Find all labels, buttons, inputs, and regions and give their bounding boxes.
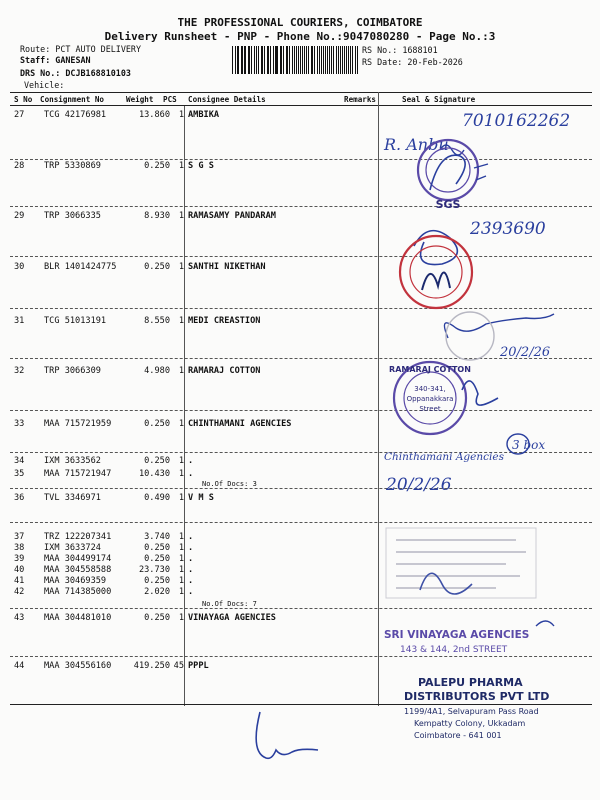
row-consignment-no: MAA 714385000 bbox=[44, 587, 112, 597]
sgs-stamp-text: SGS bbox=[435, 198, 461, 211]
row-weight: 23.730 bbox=[138, 565, 170, 575]
faint-company-stamp bbox=[386, 528, 536, 598]
col-consignment: Consignment No bbox=[40, 95, 105, 104]
handwritten-date-row34: 20/2/26 bbox=[386, 475, 452, 495]
row-consignee: . bbox=[188, 469, 194, 479]
row-pcs: 45 bbox=[173, 661, 184, 671]
row-consignment-no: MAA 304556160 bbox=[44, 661, 112, 671]
row-pcs: 1 bbox=[178, 613, 184, 623]
row-consignee: MEDI CREASTION bbox=[188, 316, 261, 326]
row-pcs: 1 bbox=[178, 366, 184, 376]
row-sno: 38 bbox=[14, 543, 25, 553]
row-consignment-no: TVL 3346971 bbox=[44, 493, 101, 503]
row-consignee: . bbox=[188, 576, 194, 586]
svg-text:PALEPU PHARMA: PALEPU PHARMA bbox=[418, 676, 523, 689]
row-weight: 13.860 bbox=[138, 110, 170, 120]
col-consignee: Consignee Details bbox=[188, 95, 266, 104]
svg-text:RAMARAJ COTTON: RAMARAJ COTTON bbox=[389, 365, 471, 374]
row-consignment-no: BLR 1401424775 bbox=[44, 262, 117, 272]
row-sno: 28 bbox=[14, 161, 25, 171]
row-weight: 0.250 bbox=[144, 456, 170, 466]
row-pcs: 1 bbox=[178, 554, 184, 564]
row-consignee: RAMASAMY PANDARAM bbox=[188, 211, 276, 221]
handwritten-date-row31: 20/2/26 bbox=[500, 345, 551, 360]
row-pcs: 1 bbox=[178, 587, 184, 597]
svg-text:Kempatty Colony, Ukkadam: Kempatty Colony, Ukkadam bbox=[414, 719, 526, 728]
company-title: THE PROFESSIONAL COURIERS, COIMBATORE bbox=[177, 16, 423, 29]
col-remarks: Remarks bbox=[344, 95, 377, 104]
row-consignment-no: MAA 304558588 bbox=[44, 565, 112, 575]
row-consignee: . bbox=[188, 565, 194, 575]
row-sno: 44 bbox=[14, 661, 25, 671]
col-sno: S No bbox=[14, 95, 33, 104]
row-weight: 419.250 bbox=[133, 661, 170, 671]
row-sno: 40 bbox=[14, 565, 25, 575]
docs-note-group1: No.Of Docs: 3 bbox=[202, 480, 257, 488]
row-weight: 2.020 bbox=[144, 587, 170, 597]
row-weight: 4.980 bbox=[144, 366, 170, 376]
row-pcs: 1 bbox=[178, 565, 184, 575]
row-pcs: 1 bbox=[178, 161, 184, 171]
row-consignment-no: TRZ 122207341 bbox=[44, 532, 112, 542]
runsheet-subtitle: Delivery Runsheet - PNP - Phone No.:9047080280 - Page No.:3 bbox=[104, 30, 496, 43]
row-consignee: CHINTHAMANI AGENCIES bbox=[188, 419, 292, 429]
route-label: Route: PCT AUTO DELIVERY bbox=[20, 44, 142, 54]
row-sno: 36 bbox=[14, 493, 25, 503]
handwritten-box-count: 3 box bbox=[512, 438, 546, 452]
row-consignment-no: MAA 715721959 bbox=[44, 419, 112, 429]
rs-number: RS No.: 1688101 bbox=[362, 45, 438, 55]
row-sno: 27 bbox=[14, 110, 25, 120]
row-consignment-no: MAA 30469359 bbox=[44, 576, 107, 586]
row-weight: 3.740 bbox=[144, 532, 170, 542]
staff-label: Staff: GANESAN bbox=[20, 55, 91, 65]
col-pcs: PCS bbox=[163, 95, 177, 104]
row-sno: 39 bbox=[14, 554, 25, 564]
row-consignee: PPPL bbox=[188, 661, 209, 671]
row-pcs: 1 bbox=[178, 211, 184, 221]
signature-row32 bbox=[462, 381, 498, 405]
row-weight: 0.250 bbox=[144, 419, 170, 429]
row-consignee: AMBIKA bbox=[188, 110, 220, 120]
red-round-stamp bbox=[400, 236, 472, 308]
svg-text:1199/4A1, Selvapuram Pass Road: 1199/4A1, Selvapuram Pass Road bbox=[404, 707, 539, 716]
row-consignment-no: MAA 304481010 bbox=[44, 613, 112, 623]
handwritten-name: R. Anbu bbox=[384, 135, 449, 154]
svg-text:Street: Street bbox=[419, 405, 441, 413]
row-consignee: . bbox=[188, 587, 194, 597]
row-consignee: RAMARAJ COTTON bbox=[188, 366, 261, 376]
signature-row31 bbox=[444, 314, 554, 338]
row-consignment-no: TRP 3066335 bbox=[44, 211, 101, 221]
row-consignee: . bbox=[188, 554, 194, 564]
drs-number: DRS No.: DCJB168810103 bbox=[20, 68, 131, 78]
palepu-stamp bbox=[404, 676, 549, 740]
row-consignee: . bbox=[188, 543, 194, 553]
row-sno: 43 bbox=[14, 613, 25, 623]
row-sno: 30 bbox=[14, 262, 25, 272]
handwritten-agency-note: Chinthamani Agencies bbox=[384, 451, 504, 463]
row-consignment-no: IXM 3633724 bbox=[44, 543, 101, 553]
row-sno: 33 bbox=[14, 419, 25, 429]
handwritten-number-row29: 2393690 bbox=[470, 219, 546, 239]
row-consignee: . bbox=[188, 456, 194, 466]
docs-note-group2: No.Of Docs: 7 bbox=[202, 600, 257, 608]
row-weight: 0.250 bbox=[144, 543, 170, 553]
row-consignee: V M S bbox=[188, 493, 214, 503]
row-consignment-no: MAA 715721947 bbox=[44, 469, 112, 479]
row-pcs: 1 bbox=[178, 456, 184, 466]
row-sno: 37 bbox=[14, 532, 25, 542]
row-weight: 0.250 bbox=[144, 262, 170, 272]
col-seal-signature: Seal & Signature bbox=[402, 95, 476, 104]
row-weight: 0.250 bbox=[144, 554, 170, 564]
row-weight: 0.250 bbox=[144, 161, 170, 171]
svg-text:Coimbatore - 641 001: Coimbatore - 641 001 bbox=[414, 731, 502, 740]
row-weight: 0.250 bbox=[144, 576, 170, 586]
row-pcs: 1 bbox=[178, 419, 184, 429]
col-weight: Weight bbox=[126, 95, 154, 104]
row-pcs: 1 bbox=[178, 262, 184, 272]
row-consignee: SANTHI NIKETHAN bbox=[188, 262, 266, 272]
row-consignee: S G S bbox=[188, 161, 214, 171]
row-weight: 8.550 bbox=[144, 316, 170, 326]
row-pcs: 1 bbox=[178, 532, 184, 542]
svg-text:340-341,: 340-341, bbox=[414, 385, 446, 393]
row-consignment-no: TRP 5330869 bbox=[44, 161, 101, 171]
row-consignment-no: IXM 3633562 bbox=[44, 456, 101, 466]
svg-text:DISTRIBUTORS PVT LTD: DISTRIBUTORS PVT LTD bbox=[404, 690, 550, 703]
vinayaga-stamp bbox=[384, 621, 554, 655]
row-sno: 29 bbox=[14, 211, 25, 221]
row-consignee: VINAYAGA AGENCIES bbox=[188, 613, 276, 623]
svg-text:143 & 144, 2nd STREET: 143 & 144, 2nd STREET bbox=[400, 645, 508, 655]
ramaraj-cotton-stamp bbox=[389, 362, 471, 434]
row-consignment-no: TCG 51013191 bbox=[44, 316, 107, 326]
row-sno: 41 bbox=[14, 576, 25, 586]
row-sno: 31 bbox=[14, 316, 25, 326]
row-weight: 0.490 bbox=[144, 493, 170, 503]
staff-signature bbox=[256, 712, 318, 758]
row-sno: 42 bbox=[14, 587, 25, 597]
rs-date: RS Date: 20-Feb-2026 bbox=[362, 57, 463, 67]
row-sno: 32 bbox=[14, 366, 25, 376]
row-pcs: 1 bbox=[178, 469, 184, 479]
vehicle-label: Vehicle: bbox=[24, 80, 65, 90]
row-pcs: 1 bbox=[178, 543, 184, 553]
row-pcs: 1 bbox=[178, 576, 184, 586]
row-pcs: 1 bbox=[178, 110, 184, 120]
row-consignment-no: TRP 3066309 bbox=[44, 366, 101, 376]
row-consignee: . bbox=[188, 532, 194, 542]
row-weight: 0.250 bbox=[144, 613, 170, 623]
row-weight: 10.430 bbox=[138, 469, 170, 479]
row-consignment-no: MAA 304499174 bbox=[44, 554, 112, 564]
handwritten-phone: 7010162262 bbox=[462, 111, 571, 131]
svg-text:Oppanakkara: Oppanakkara bbox=[406, 395, 454, 403]
row-pcs: 1 bbox=[178, 316, 184, 326]
row-weight: 8.930 bbox=[144, 211, 170, 221]
row-sno: 34 bbox=[14, 456, 25, 466]
faint-stamp-row31 bbox=[446, 312, 494, 360]
row-pcs: 1 bbox=[178, 493, 184, 503]
row-sno: 35 bbox=[14, 469, 25, 479]
svg-text:SRI VINAYAGA AGENCIES: SRI VINAYAGA AGENCIES bbox=[384, 629, 530, 641]
row-consignment-no: TCG 42176981 bbox=[44, 110, 107, 120]
